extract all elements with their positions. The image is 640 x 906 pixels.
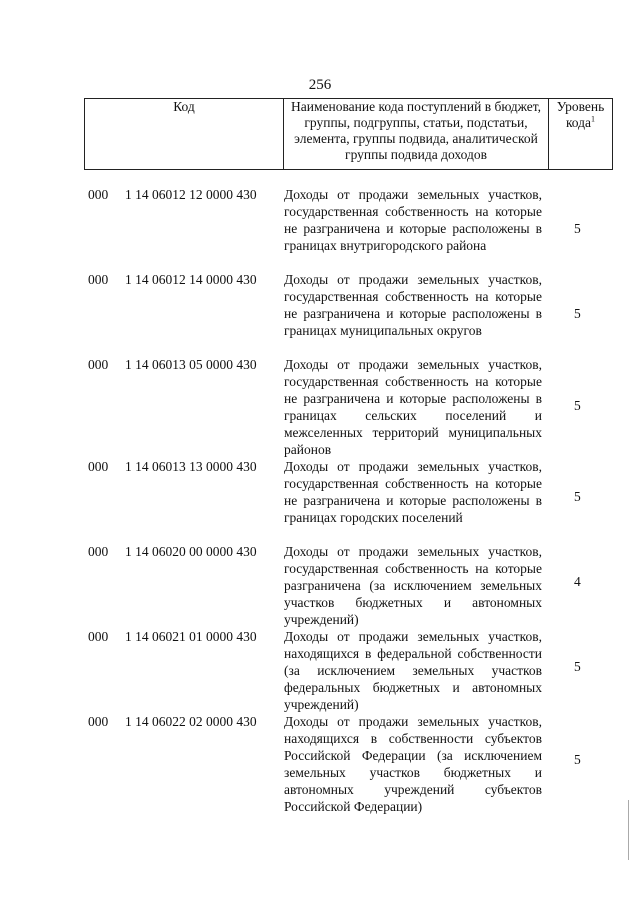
revenue-name: Доходы от продажи земельных участков, государственная собственность на которые разграничена (за исключением земельных участков бюджетных и автономных учреждений) [284,544,542,627]
revenue-code: 1 14 06013 05 0000 430 [125,357,257,372]
code-level: 5 [574,752,581,767]
admin-code: 000 [88,714,109,729]
revenue-code: 1 14 06012 14 0000 430 [125,272,257,287]
code-level: 5 [574,306,581,321]
revenue-code: 1 14 06021 01 0000 430 [125,629,257,644]
code-level: 5 [574,398,581,413]
admin-code: 000 [88,544,109,559]
revenue-code: 1 14 06020 00 0000 430 [125,544,257,559]
revenue-name: Доходы от продажи земельных участков, государственная собственность на которые не разграничена и которые расположены в границах муниципальных округов [284,272,542,338]
revenue-code: 1 14 06012 12 0000 430 [125,187,257,202]
code-level: 5 [574,489,581,504]
code-level: 5 [574,221,581,236]
code-level: 4 [574,574,581,589]
revenue-code: 1 14 06013 13 0000 430 [125,459,257,474]
revenue-name: Доходы от продажи земельных участков, находящихся в федеральной собственности (за исключением земельных участков федеральных бюджетных и автономных учреждений) [284,629,542,712]
header-level-label: Уровень кода [556,99,605,130]
scan-margin-mark [628,800,629,860]
revenue-code: 1 14 06022 02 0000 430 [125,714,257,729]
revenue-name: Доходы от продажи земельных участков, государственная собственность на которые не разграничена и которые расположены в границах городских поселений [284,459,542,525]
admin-code: 000 [88,272,109,287]
header-code: Код [85,99,284,170]
header-name: Наименование кода поступлений в бюджет, группы, подгруппы, статьи, подстатьи, элемента, группы подвида, аналитической группы подвида доходов [284,99,549,170]
page-number: 256 [308,77,332,93]
admin-code: 000 [88,459,109,474]
revenue-name: Доходы от продажи земельных участков, находящихся в собственности субъектов Российской Федерации (за исключением земельных участков бюджетных и автономных учреждений субъектов Российской Федерации) [284,714,542,814]
revenue-name: Доходы от продажи земельных участков, государственная собственность на которые не разграничена и которые расположены в границах сельских поселений и межселенных территорий муниципальных районов [284,357,542,457]
admin-code: 000 [88,629,109,644]
header-level-footnote: 1 [591,114,596,124]
admin-code: 000 [88,187,109,202]
code-level: 5 [574,659,581,674]
admin-code: 000 [88,357,109,372]
revenue-name: Доходы от продажи земельных участков, государственная собственность на которые не разграничена и которые расположены в границах внутригородского района [284,187,542,253]
